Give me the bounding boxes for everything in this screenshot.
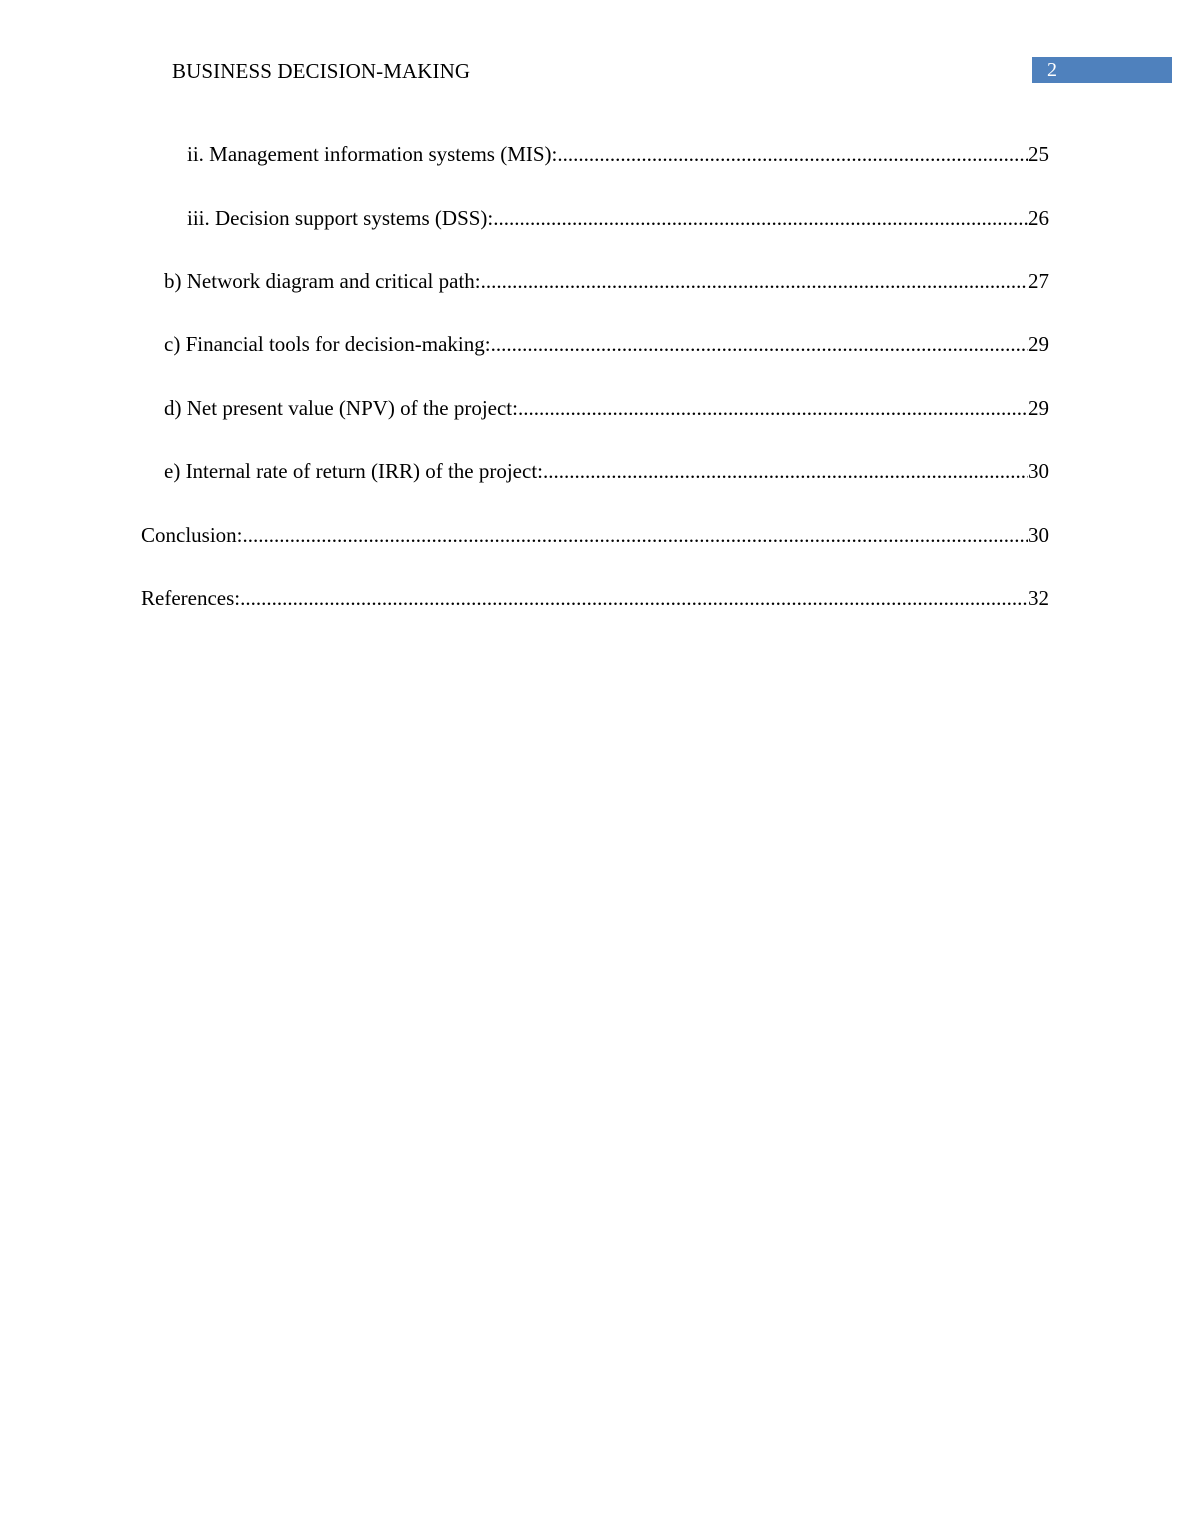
toc-entry-text: References: [141,586,241,610]
toc-leader [543,457,1028,485]
toc-leader [557,140,1028,168]
running-head: BUSINESS DECISION-MAKING [172,59,471,83]
toc-entry-npv[interactable] [164,394,1049,422]
toc-entry-text: b) Network diagram and critical path: [164,269,481,293]
page-number-box [1032,57,1172,83]
toc-entry-text: e) Internal rate of return (IRR) of the project: [164,459,543,483]
toc-entry-text: ii. Management information systems (MIS): [187,142,558,166]
toc-entry-text: c) Financial tools for decision-making: [164,332,491,356]
toc-entry-page: 27 [1028,269,1049,293]
toc-entry-page: 32 [1028,586,1049,610]
toc-leader [491,330,1028,358]
toc-entry-network-diagram[interactable] [164,267,1049,295]
toc-entry-text: d) Net present value (NPV) of the project: [164,396,518,420]
toc-entry-dss[interactable] [187,204,1049,232]
toc-entry-page: 29 [1028,332,1049,356]
toc-entry-conclusion[interactable] [141,521,1049,549]
toc-leader [518,394,1028,422]
toc-entry-page: 25 [1028,142,1049,166]
toc-entry-page: 29 [1028,396,1049,420]
toc-entry-page: 30 [1028,523,1049,547]
toc-entry-financial-tools[interactable] [164,330,1049,358]
toc-entry-text: iii. Decision support systems (DSS): [187,206,494,230]
toc-entry-references[interactable] [141,584,1049,612]
toc-leader [481,267,1028,295]
toc-entry-irr[interactable] [164,457,1049,485]
toc-entry-mis[interactable] [187,140,1049,168]
toc-entry-text: Conclusion: [141,523,243,547]
toc-entry-page: 30 [1028,459,1049,483]
page-number: 2 [1047,59,1057,81]
toc-entry-page: 26 [1028,206,1049,230]
toc-leader [240,584,1028,612]
toc-leader [493,204,1028,232]
toc-leader [243,521,1028,549]
